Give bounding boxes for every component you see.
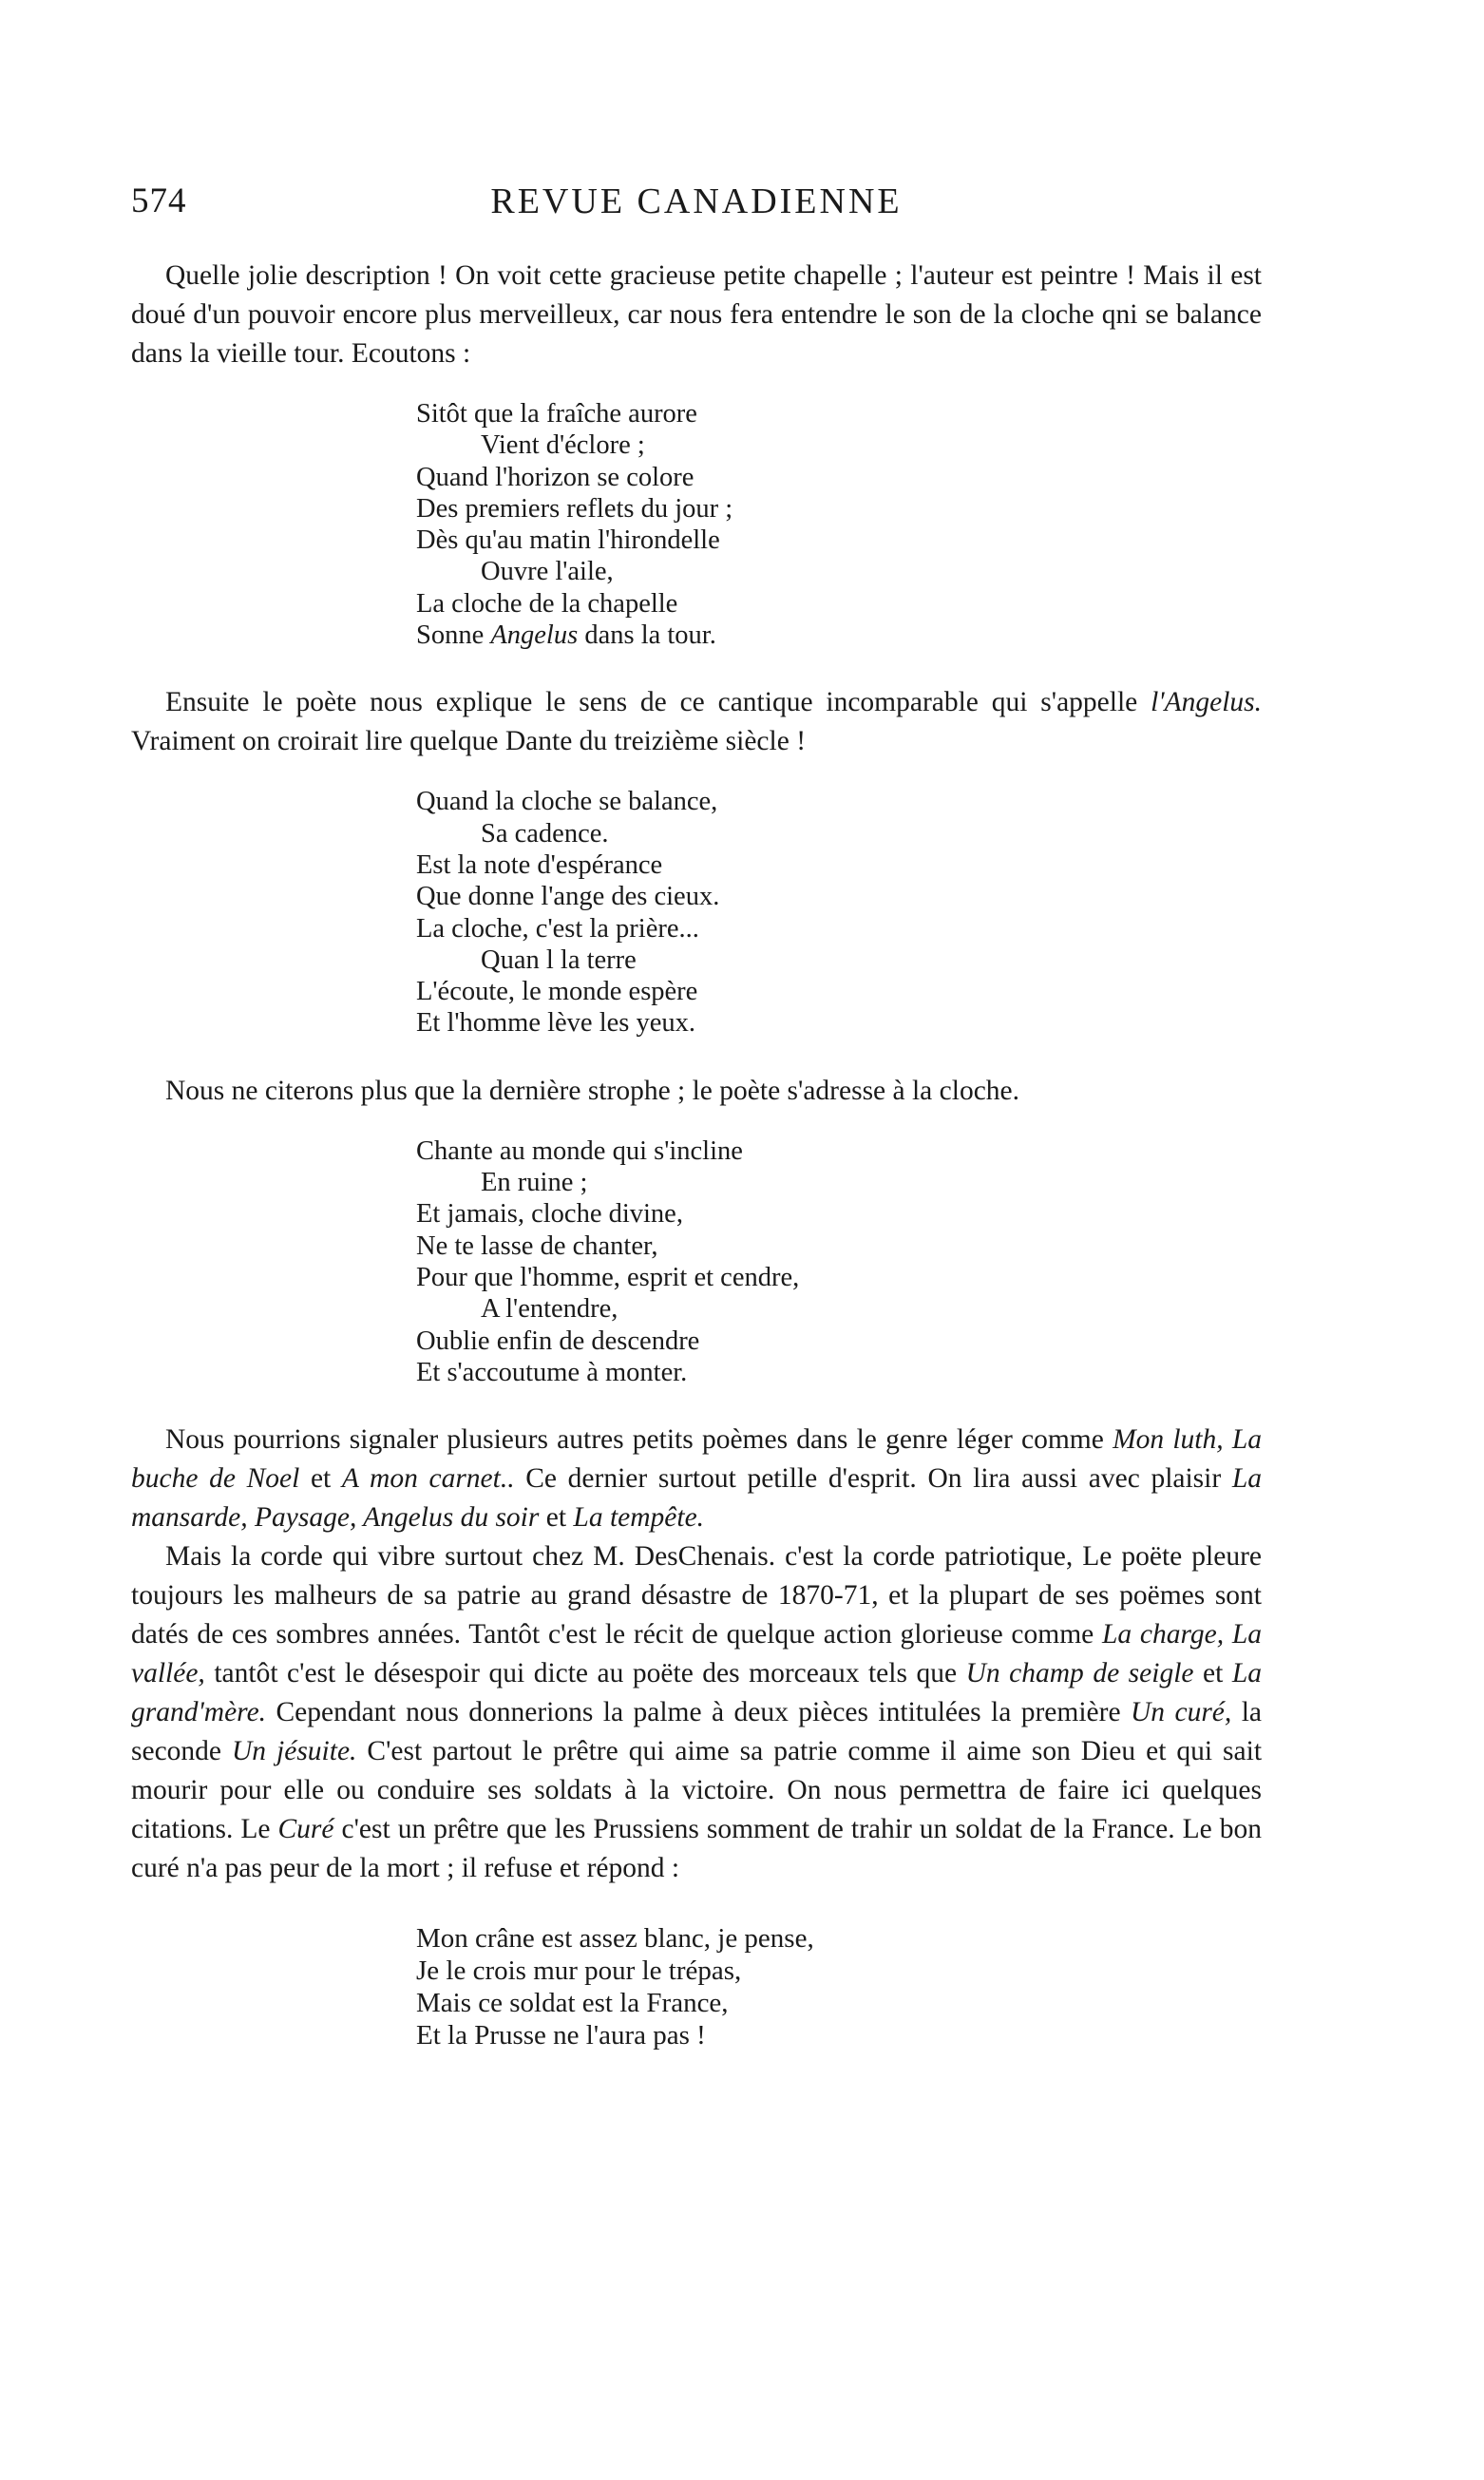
paragraph-text: Nous pourrions signaler plusieurs autres petits poèmes dans le genre léger comme bbox=[165, 1424, 1113, 1456]
paragraph-corde-patriotique bbox=[131, 1537, 1262, 1888]
paragraph-text: Ce dernier surtout petille d'esprit. On lira aussi avec plaisir bbox=[514, 1463, 1232, 1495]
paragraph-text: Nous ne citerons plus que la dernière strophe ; le poète s'adresse à la cloche. bbox=[165, 1075, 1020, 1106]
verse-line: Oublie enfin de descendre bbox=[416, 1326, 700, 1356]
page-header bbox=[131, 181, 1262, 238]
verse-line: Vient d'éclore ; bbox=[481, 430, 645, 461]
verse-line: Dès qu'au matin l'hirondelle bbox=[416, 525, 720, 556]
verse-line: Je le crois mur pour le trépas, bbox=[416, 1955, 742, 1987]
running-title: REVUE CANADIENNE bbox=[490, 181, 903, 221]
verse-line: Des premiers reflets du jour ; bbox=[416, 493, 733, 524]
paragraph-text: et bbox=[299, 1463, 342, 1495]
verse-line: Mon crâne est assez blanc, je pense, bbox=[416, 1923, 814, 1955]
verse-line: Sitôt que la fraîche aurore bbox=[416, 399, 697, 429]
paragraph-text: Quelle jolie description ! On voit cette gracieuse petite chapelle ; l'auteur est peintre ! Mais il est doué d'un pouvoir encore plus merveilleux, car nous fera entendre le son de la cloche qni se balance dans la vieille tour. Ecoutons : bbox=[131, 260, 1262, 369]
verse-line: Et s'accoutume à monter. bbox=[416, 1357, 688, 1387]
paragraph-text: Vraiment on croirait lire quelque Dante du treizième siècle ! bbox=[131, 726, 807, 757]
verse-stanza-chante bbox=[416, 1135, 1262, 1388]
verse-text: dans la tour. bbox=[578, 620, 716, 651]
paragraph-text: Cependant nous donnerions la palme à deux pièces intitulées la première bbox=[266, 1697, 1131, 1728]
paragraph-petits-poemes bbox=[131, 1421, 1262, 1537]
verse-line: Chante au monde qui s'incline bbox=[416, 1135, 743, 1166]
verse-line: La cloche de la chapelle bbox=[416, 588, 678, 619]
italic-title: Mon luth, La buche de Noel bbox=[131, 1424, 1263, 1495]
verse-line bbox=[416, 620, 1262, 651]
italic-title: Un curé, bbox=[1130, 1697, 1232, 1728]
paragraph-text: tantôt c'est le désespoir qui dicte au poëte des morceaux tels que bbox=[204, 1658, 966, 1689]
verse-line: En ruine ; bbox=[481, 1168, 588, 1198]
italic-title: Curé bbox=[277, 1814, 334, 1845]
italic-title: La mansarde, Paysage, Angelus du soir bbox=[131, 1463, 1263, 1534]
verse-stanza-aurore bbox=[416, 398, 1262, 651]
paragraph-text: C'est partout le prêtre qui aime sa patrie comme il aime son Dieu et qui sait mourir pour elle ou conduire ses soldats à la victoire. On nous permettra de faire ici quelques citations. Le bbox=[131, 1736, 1263, 1845]
verse-line: Que donne l'ange des cieux. bbox=[416, 882, 720, 912]
italic-title: A mon carnet.. bbox=[341, 1463, 515, 1495]
italic-title: La grand'mère. bbox=[131, 1658, 1262, 1728]
verse-line: Et jamais, cloche divine, bbox=[416, 1199, 683, 1230]
paragraph-text: c'est un prêtre que les Prussiens somment de trahir un soldat de la France. Le bon curé n'a pas peur de la mort ; il refuse et répond : bbox=[131, 1814, 1262, 1884]
verse-italic-text: Angelus bbox=[490, 620, 579, 651]
verse-line: Quan l la terre bbox=[481, 944, 637, 975]
paragraph-text: et bbox=[539, 1502, 574, 1534]
verse-line: Est la note d'espérance bbox=[416, 849, 663, 880]
verse-line: Quand l'horizon se colore bbox=[416, 462, 694, 492]
italic-title: l'Angelus. bbox=[1151, 687, 1262, 718]
italic-title: La charge, La vallée, bbox=[131, 1619, 1262, 1689]
paragraph-angelus bbox=[131, 683, 1262, 761]
italic-title: La tempête. bbox=[573, 1502, 705, 1534]
paragraph-derniere-strophe bbox=[131, 1072, 1262, 1111]
paragraph-text: la seconde bbox=[131, 1697, 1262, 1767]
verse-line: Et l'homme lève les yeux. bbox=[416, 1008, 696, 1039]
page-number: 574 bbox=[131, 181, 187, 220]
verse-line: Sa cadence. bbox=[481, 818, 609, 849]
verse-text: Sonne bbox=[416, 620, 491, 651]
verse-line: Pour que l'homme, esprit et cendre, bbox=[416, 1262, 800, 1292]
paragraph-text: et bbox=[1193, 1658, 1232, 1689]
verse-line: Ouvre l'aile, bbox=[481, 557, 614, 587]
paragraph-description bbox=[131, 257, 1262, 373]
italic-title: Un champ de seigle bbox=[965, 1658, 1194, 1689]
paragraph-text: Mais la corde qui vibre surtout chez M. DesChenais. c'est la corde patriotique, Le poëte pleure toujours les malheurs de sa patrie au grand désastre de 1870-71, et la plupart de ses poëmes sont datés de ces sombres années. Tantôt c'est le récit de quelque action glorieuse comme bbox=[131, 1541, 1262, 1650]
verse-line: A l'entendre, bbox=[481, 1294, 618, 1325]
paragraph-text: Ensuite le poète nous explique le sens de ce cantique incomparable qui s'appelle bbox=[165, 687, 1151, 718]
verse-line: Et la Prusse ne l'aura pas ! bbox=[416, 2020, 706, 2051]
italic-title: Un jésuite. bbox=[232, 1736, 357, 1767]
verse-line: L'écoute, le monde espère bbox=[416, 977, 698, 1007]
verse-line: Mais ce soldat est la France, bbox=[416, 1988, 729, 2019]
book-page bbox=[131, 181, 1262, 2051]
verse-line: Quand la cloche se balance, bbox=[416, 787, 718, 817]
verse-stanza-cloche bbox=[416, 786, 1262, 1039]
verse-stanza-crane bbox=[416, 1922, 1262, 2051]
verse-line: Ne te lasse de chanter, bbox=[416, 1230, 658, 1261]
verse-line: La cloche, c'est la prière... bbox=[416, 913, 699, 944]
